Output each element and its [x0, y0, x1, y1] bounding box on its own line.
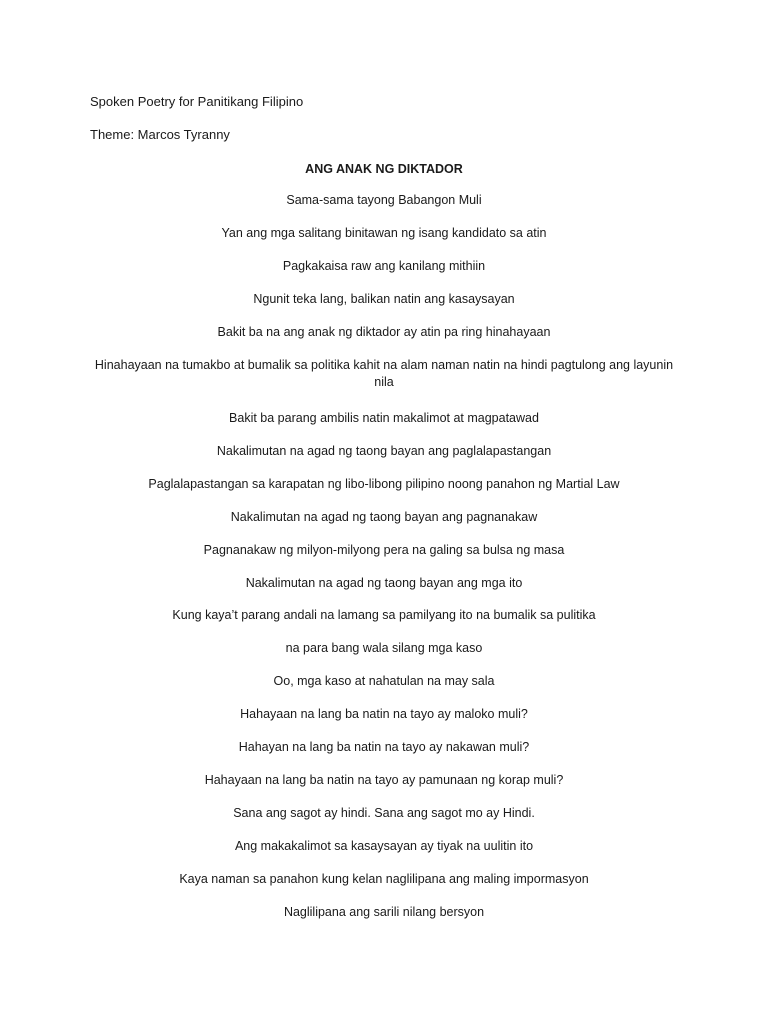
poem-line: Hahayaan na lang ba natin na tayo ay maloko muli? — [240, 707, 528, 721]
poem-line: Pagnanakaw ng milyon-milyong pera na galing sa bulsa ng masa — [203, 543, 565, 557]
poem-line: Sana ang sagot ay hindi. Sana ang sagot mo ay Hindi. — [233, 806, 535, 820]
poem-line: Nakalimutan na agad ng taong bayan ang pagnanakaw — [230, 510, 538, 524]
poem-line: Oo, mga kaso at nahatulan na may sala — [273, 674, 495, 688]
poem-line: Kung kaya’t parang andali na lamang sa pamilyang ito na bumalik sa pulitika — [172, 608, 596, 622]
poem-line: Naglilipana ang sarili nilang bersyon — [283, 905, 485, 919]
document-subtitle: Spoken Poetry for Panitikang Filipino — [90, 94, 304, 109]
poem-line: Ang makakalimot sa kasaysayan ay tiyak na uulitin ito — [234, 839, 534, 853]
poem-title: ANG ANAK NG DIKTADOR — [305, 162, 463, 176]
poem-line: Hahayaan na lang ba natin na tayo ay pamunaan ng korap muli? — [204, 773, 564, 787]
poem-line: Paglalapastangan sa karapatan ng libo-libong pilipino noong panahon ng Martial Law — [148, 477, 620, 491]
poem-line: Ngunit teka lang, balikan natin ang kasaysayan — [253, 292, 515, 306]
poem-line: Pagkakaisa raw ang kanilang mithiin — [282, 259, 486, 273]
poem-line: Kaya naman sa panahon kung kelan naglilipana ang maling impormasyon — [179, 872, 589, 886]
document-theme: Theme: Marcos Tyranny — [90, 127, 230, 142]
poem-line: Sama-sama tayong Babangon Muli — [286, 193, 482, 207]
poem-line: Nakalimutan na agad ng taong bayan ang paglalapastangan — [216, 444, 552, 458]
poem-line: Yan ang mga salitang binitawan ng isang kandidato sa atin — [221, 226, 547, 240]
poem-line: Hahayan na lang ba natin na tayo ay nakawan muli? — [238, 740, 530, 754]
poem-line: Hinahayaan na tumakbo at bumalik sa politika kahit na alam naman natin na hindi pagtulong ang layunin nila — [94, 358, 674, 389]
poem-line: Bakit ba na ang anak ng diktador ay atin pa ring hinahayaan — [217, 325, 551, 339]
poem-line: Nakalimutan na agad ng taong bayan ang mga ito — [245, 576, 523, 590]
poem-line: Bakit ba parang ambilis natin makalimot at magpatawad — [229, 411, 539, 425]
poem-line: na para bang wala silang mga kaso — [285, 641, 483, 655]
